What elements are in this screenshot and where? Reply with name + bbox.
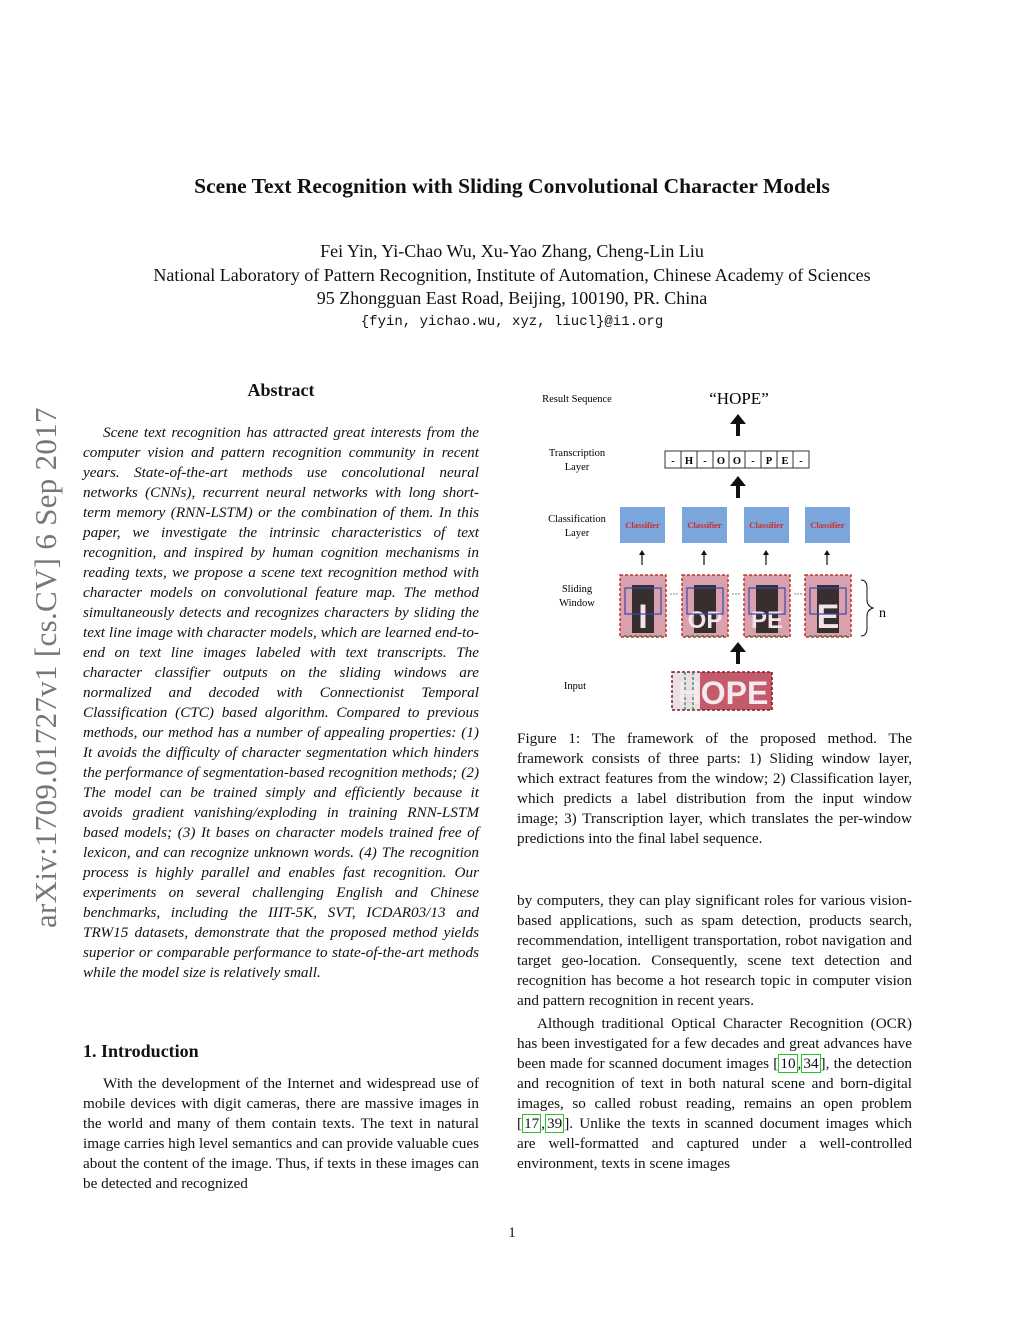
input-image xyxy=(672,672,772,711)
svg-text:PE: PE xyxy=(750,607,784,634)
classification-label-2: Layer xyxy=(564,528,590,539)
citation-link[interactable]: 17 xyxy=(524,1115,540,1132)
sliding-window xyxy=(682,575,728,637)
paper-title: Scene Text Recognition with Sliding Convolutional Character Models xyxy=(194,174,830,198)
authors: Fei Yin, Yi-Chao Wu, Xu-Yao Zhang, Cheng-Lin Liu xyxy=(320,241,704,261)
result-sequence-value: “HOPE” xyxy=(709,389,769,408)
introduction-right-column xyxy=(517,891,912,1174)
n-label: n xyxy=(879,606,886,621)
svg-text:OP: OP xyxy=(687,607,723,634)
svg-text:P: P xyxy=(765,456,773,467)
svg-text:H: H xyxy=(684,456,694,467)
window-to-classifier-arrows xyxy=(639,550,830,565)
arrow-up-icon xyxy=(730,642,746,664)
small-arrow-up-icon xyxy=(701,550,707,565)
page-number: 1 xyxy=(508,1225,516,1241)
small-arrow-up-icon xyxy=(824,550,830,565)
classifier-box xyxy=(620,507,665,543)
classification-label: Classification xyxy=(548,514,606,525)
classifier-box xyxy=(682,507,727,543)
email: {fyin, yichao.wu, xyz, liucl}@i1.org xyxy=(360,313,664,330)
transcription-label-2: Layer xyxy=(564,462,590,473)
transcription-token xyxy=(745,451,761,468)
sliding-window-row xyxy=(620,575,851,637)
abstract-heading: Abstract xyxy=(247,380,315,400)
transcription-token xyxy=(713,451,729,468)
intro-paragraph-1-continued: by computers, they can play significant roles for various vision-based applications, such as spam detection, products search, recommendation, intelligent transportation, robot navigation and target geo-location. Consequently, scene text detection and recognition has become a hot research topic in computer vision and pattern recognition in recent years. xyxy=(517,892,912,1009)
transcription-token xyxy=(761,451,777,468)
transcription-token xyxy=(697,451,713,468)
svg-text:O: O xyxy=(732,456,742,467)
ellipsis-icon: ··· xyxy=(669,589,679,599)
input-word: HOPE xyxy=(677,675,769,711)
input-label: Input xyxy=(563,681,587,692)
svg-text:-: - xyxy=(751,456,755,467)
figure-1 xyxy=(517,380,912,720)
sliding-window-label: Sliding xyxy=(561,584,593,595)
intro-paragraph-1: With the development of the Internet and widespread use of mobile devices with digit cameras, there are massive images in the world and many of them contain texts. The text in natural image carries high level semantics and can provide valuable cues about the content of the image. Thus, if texts in these images can be detected and recognized xyxy=(83,1075,479,1192)
svg-text:Classifier: Classifier xyxy=(749,520,784,530)
svg-text:-: - xyxy=(799,456,803,467)
transcription-sequence xyxy=(665,451,809,468)
citation-link[interactable]: 34 xyxy=(803,1055,819,1072)
citation-link[interactable]: 10 xyxy=(780,1055,796,1072)
address: 95 Zhongguan East Road, Beijing, 100190, PR. China xyxy=(316,288,708,308)
intro-paragraph-2: Although traditional Optical Character Recognition (OCR) has been investigated for a few decades and great advances have been made for scanned document images [ 10 , 34 ], the detection and recognition of text in both natural scene and born-digital images, so called robust reading, remains an open problem [ 17 , 39 ]. Unlike the texts in scanned document images which are well-formatted and captured under a well-controlled environment, texts in scene images xyxy=(517,1015,913,1172)
arrow-up-icon xyxy=(730,476,746,498)
classifier-box xyxy=(805,507,850,543)
arxiv-identifier: arXiv:1709.01727v1 [cs.CV] 6 Sep 2017 xyxy=(28,407,63,928)
svg-text:Classifier: Classifier xyxy=(687,520,722,530)
sliding-window xyxy=(744,575,790,637)
introduction-heading: 1. Introduction xyxy=(83,1041,199,1061)
transcription-token xyxy=(729,451,745,468)
figure-1-caption xyxy=(517,729,912,849)
small-arrow-up-icon xyxy=(763,550,769,565)
transcription-token xyxy=(681,451,697,468)
svg-text:I: I xyxy=(638,598,648,636)
svg-text:E: E xyxy=(781,456,789,467)
sliding-window-label-2: Window xyxy=(559,598,595,609)
citation-link[interactable]: 39 xyxy=(547,1115,563,1132)
result-sequence-label: Result Sequence xyxy=(542,394,612,405)
arrow-up-icon xyxy=(730,414,746,436)
transcription-label: Transcription xyxy=(548,448,606,459)
figure-caption-text: Figure 1: The framework of the proposed method. The framework consists of three parts: 1) Sliding window layer, which extract features from the window; 2) Classification layer, which predicts a label distribution from the input window image; 3) Transcription layer, which translates the per-window predictions into the final label sequence. xyxy=(517,730,912,847)
ellipsis-icon: ··· xyxy=(731,589,741,599)
classifier-box xyxy=(744,507,789,543)
author-block xyxy=(0,240,1024,334)
transcription-token xyxy=(793,451,809,468)
svg-text:O: O xyxy=(716,456,726,467)
sliding-window xyxy=(620,575,666,637)
transcription-token xyxy=(777,451,793,468)
svg-text:E: E xyxy=(816,598,840,636)
abstract-body xyxy=(83,423,479,983)
svg-text:-: - xyxy=(671,456,675,467)
small-arrow-up-icon xyxy=(639,550,645,565)
introduction-left-column xyxy=(83,1074,479,1194)
ellipsis-icon: ··· xyxy=(793,589,803,599)
classification-row xyxy=(620,507,850,543)
transcription-token xyxy=(665,451,681,468)
sliding-window xyxy=(805,575,851,637)
abstract-text: Scene text recognition has attracted great interests from the computer vision and pattern recognition community in recent years. State-of-the-art methods use concolutional neural networks (CNNs), recurrent neural networks with long short-term memory (RNN-LSTM) or the combination of them. In this paper, we investigate the intrinsic characteristics of text recognition, and inspired by human cognition mechanisms in reading texts, we propose a scene text recognition method with character models on convolutional feature map. The method simultaneously detects and recognizes characters by sliding the text line image with character models, which are learned end-to-end on text line images labeled with text transcripts. The character classifier outputs on the sliding windows are normalized and decoded with Connectionist Temporal Classification (CTC) based algorithm. Compared to previous methods, our method has a number of appealing properties: (1) It avoids the difficulty of character segmentation which hinders the performance of segmentation-based recognition methods; (2) The model can be trained simply and efficiently because it avoids gradient vanishing/exploding in training RNN-LSTM based models; (3) It bases on character models trained free of lexicon, and can recognize unknown words. (4) The recognition process is highly parallel and enables fast recognition. Our experiments on several challenging English and Chinese benchmarks, including the IIIT-5K, SVT, ICDAR03/13 and TRW15 datasets, demonstrate that the proposed method yields superior or comparable performance to state-of-the-art methods while the model size is relatively small. xyxy=(83,424,479,981)
brace-icon xyxy=(861,580,873,636)
svg-text:-: - xyxy=(703,456,707,467)
svg-text:Classifier: Classifier xyxy=(625,520,660,530)
svg-text:Classifier: Classifier xyxy=(810,520,845,530)
affiliation: National Laboratory of Pattern Recognition, Institute of Automation, Chinese Academy of Sciences xyxy=(153,264,871,285)
